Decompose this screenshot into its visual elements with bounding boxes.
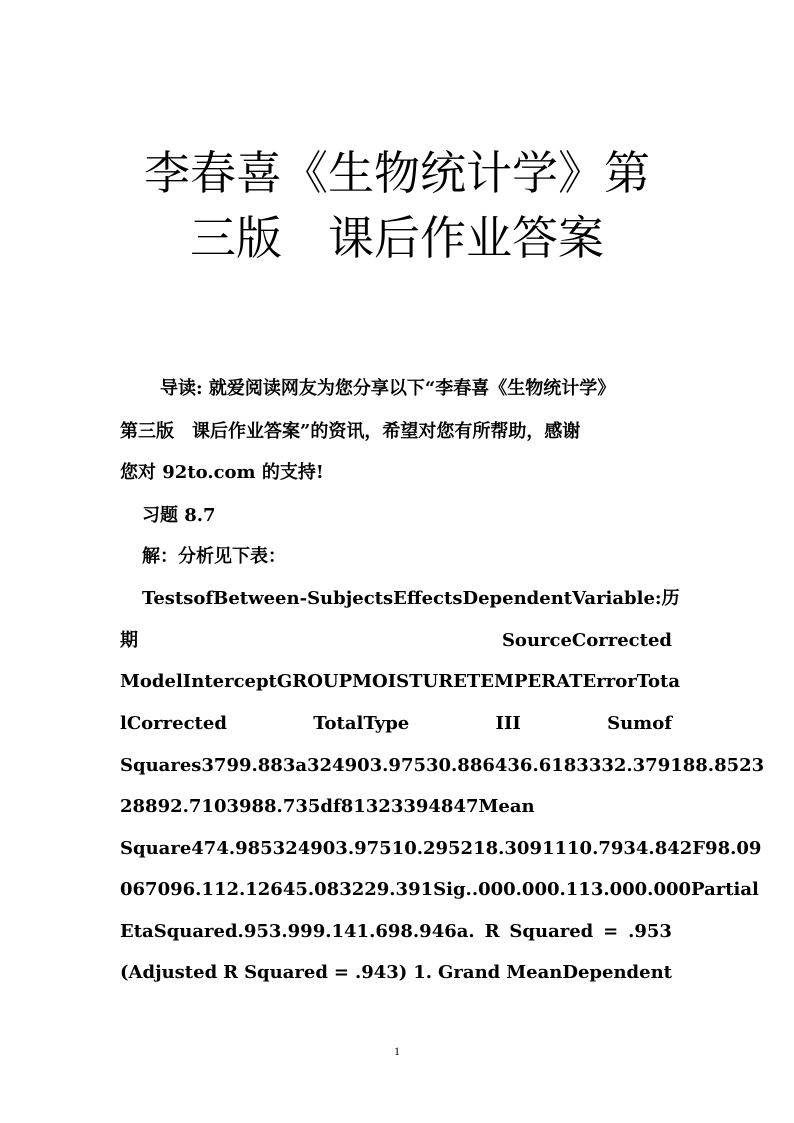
body-line-5: Squares3799.883a324903.97530.886436.6183332.379188.8523 [120, 755, 765, 776]
body-line-3: ModelInterceptGROUPMOISTURETEMPERATErrorTota [120, 671, 681, 692]
body-word: Squared [509, 921, 594, 942]
body-line-9 [120, 923, 672, 941]
body-line-1 [142, 588, 680, 609]
body-word: = [603, 921, 619, 942]
exercise-heading: 习题 8.7 [142, 505, 216, 526]
body-word: Variable: [572, 588, 662, 609]
body-line-4 [120, 715, 672, 733]
solution-line: 解：分析见下表： [142, 546, 286, 567]
body-word: .953 [628, 921, 672, 942]
body-line-6: 28892.7103988.735df81323394847Mean [120, 796, 535, 817]
body-word: Squared [244, 962, 328, 983]
body-line-8: 067096.112.12645.083229.391Sig..000.000.113.000.000Partial [120, 879, 759, 900]
intro-line-2: 第三版 课后作业答案”的资讯，希望对您有所帮助，感谢 [120, 421, 581, 442]
body-word: EtaSquared.953.999.141.698.946a. [120, 921, 475, 942]
body-line-2 [120, 632, 672, 650]
intro-line-1: 导读: 就爱阅读网友为您分享以下“李春喜《生物统计学》 [160, 378, 616, 399]
body-word: Sumof [607, 713, 672, 734]
body-word: 期 [120, 630, 138, 651]
body-word: III [495, 713, 521, 734]
body-word: Grand [438, 962, 501, 983]
body-line-7: Square474.985324903.97510.295218.3091110.7934.842F98.09 [120, 838, 762, 859]
body-line-10 [120, 964, 672, 982]
body-word: (Adjusted [120, 962, 218, 983]
body-word: MeanDependent [506, 962, 672, 983]
body-word: R [484, 921, 500, 942]
body-word: 历 [661, 588, 680, 609]
body-word: = [333, 962, 349, 983]
body-word: TotalType [313, 713, 410, 734]
body-word: of [193, 588, 214, 609]
intro-line-3: 您对 92to.com 的支持! [120, 462, 324, 483]
document-title-line-1: 李春喜《生物统计学》第 [144, 146, 650, 200]
body-word: R [223, 962, 239, 983]
body-word: Between-Subjects [213, 588, 394, 609]
page-number: 1 [394, 1044, 400, 1058]
body-word: Tests [142, 588, 194, 609]
body-word: SourceCorrected [501, 630, 672, 651]
body-word: EffectsDependent [393, 588, 573, 609]
body-word: .943) [354, 962, 408, 983]
document-title-line-2: 三版 课后作业答案 [190, 211, 604, 265]
body-word: 1. [413, 962, 433, 983]
body-word: lCorrected [120, 713, 227, 734]
